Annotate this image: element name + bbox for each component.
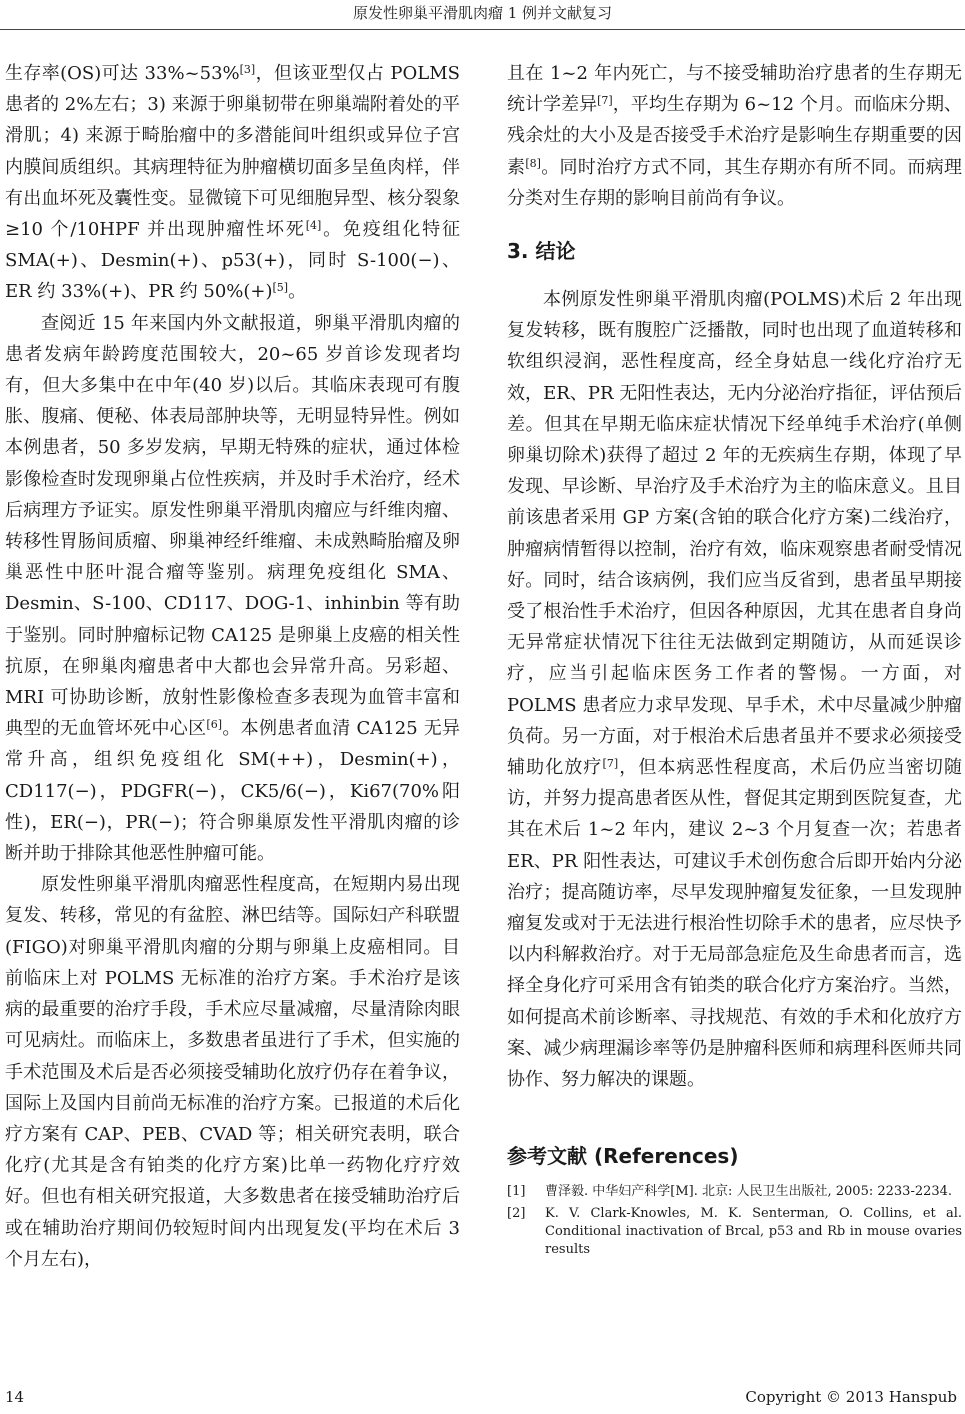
section-heading: 3. 结论 bbox=[507, 239, 576, 264]
reference-item bbox=[507, 1183, 962, 1201]
citation[interactable]: [4] bbox=[305, 219, 322, 233]
references-heading: 参考文献 (References) bbox=[507, 1144, 739, 1169]
citation[interactable]: [5] bbox=[272, 281, 289, 295]
right-column bbox=[507, 58, 962, 1263]
left-paragraph-3: 原发性卵巢平滑肌肉瘤恶性程度高，在短期内易出现复发、转移，常见的有盆腔、淋巴结等。国际妇产科联盟(FIGO)对卵巢平滑肌肉瘤的分期与卵巢上皮癌相同。目前临床上对 POLMS 无标准的治疗方案。手术治疗是该病的最重要的治疗手段，手术应尽量减瘤，尽量清除肉眼可见病灶。而临床上，多数患者虽进行了手术，但实施的手术范围及术后是否必须接受辅助化放疗仍存在着争议，国际上及国内目前尚无标准的治疗方案。已报道的术后化疗方案有 CAP、PEB、CVAD 等；相关研究表明，联合化疗(尤其是含有铂类的化疗方案)比单一药物化疗疗效好。但也有相关研究报道，大多数患者在接受辅助治疗后或在辅助治疗期间仍较短时间内出现复发(平均在术后 3 个月左右)， bbox=[5, 874, 460, 1270]
citation[interactable]: [8] bbox=[525, 156, 541, 170]
reference-text: K. V. Clark-Knowles, M. K. Senterman, O. Collins, et al. Conditional inactivation of Brcal, p53 and Rb in mouse ovaries results bbox=[545, 1206, 962, 1258]
citation[interactable]: [7] bbox=[602, 757, 619, 771]
page-number: 14 bbox=[5, 1388, 25, 1406]
running-header: 原发性卵巢平滑肌肉瘤 1 例并文献复习 bbox=[352, 4, 613, 22]
left-paragraph-2: 查阅近 15 年来国内外文献报道，卵巢平滑肌肉瘤的患者发病年龄跨度范围较大，20~65 岁首诊发现者均有，但大多集中在中年(40 岁)以后。其临床表现可有腹胀、腹痛、便秘、体表局部肿块等，无明显特异性。例如本例患者，50 多岁发病，早期无特殊的症状，通过体检影像检查时发现卵巢占位性疾病，并及时手术治疗，经术后病理方予证实。原发性卵巢平滑肌肉瘤应与纤维肉瘤、转移性胃肠间质瘤、卵巢神经纤维瘤、未成熟畸胎瘤及卵巢恶性中胚叶混合瘤等鉴别。病理免疫组化 SMA、Desmin、S-100、CD117、DOG-1、inhinbin 等有助于鉴别。同时肿瘤标记物 CA125 是卵巢上皮癌的相关性抗原，在卵巢肉瘤患者中大都也会异常升高。另彩超、MRI 可协助诊断，放射性影像检查多表现为血管丰富和典型的无血管坏死中心区[6]。本例患者血清 CA125 无异常升高，组织免疫组化 SM(++)，Desmin(+)，CD117(−)，PDGFR(−)，CK5/6(−)，Ki67(70%阳性)，ER(−)，PR(−)；符合卵巢原发性平滑肌肉瘤的诊断并助于排除其他恶性肿瘤可能。 bbox=[5, 312, 461, 865]
citation[interactable]: [6] bbox=[206, 718, 223, 732]
right-paragraph-1: 且在 1~2 年内死亡，与不接受辅助治疗患者的生存期无统计学差异[7]，平均生存期为 6~12 个月。而临床分期、残余灶的大小及是否接受手术治疗是影响生存期重要的因素[8]。同时治疗方式不同，其生存期亦有所不同。而病理分类对生存期的影响目前尚有争议。 bbox=[507, 63, 963, 209]
right-paragraph-2: 本例原发性卵巢平滑肌肉瘤(POLMS)术后 2 年出现复发转移，既有腹腔广泛播散，同时也出现了血道转移和软组织浸润，恶性程度高，经全身姑息一线化疗治疗无效，ER、PR 无阳性表达，无内分泌治疗指征，评估预后差。但其在早期无临床症状情况下经单纯手术治疗(单侧卵巢切除术)获得了超过 2 年的无疾病生存期，体现了早发现、早诊断、早治疗及手术治疗为主的临床意义。且目前该患者采用 GP 方案(含铂的联合化疗方案)二线治疗，肿瘤病情暂得以控制，治疗有效，临床观察患者耐受情况好。同时，结合该病例，我们应当反省到，患者虽早期接受了根治性手术治疗，但因各种原因，尤其在患者自身尚无异常症状情况下往往无法做到定期随访，从而延误诊疗，应当引起临床医务工作者的警惕。一方面，对 POLMS 患者应力求早发现、早手术，术中尽量减少肿瘤负荷。另一方面，对于根治术后患者虽并不要求必须接受辅助化放疗[7]，但本病恶性程度高，术后仍应当密切随访，并努力提高患者医从性，督促其定期到医院复查，尤其在术后 1~2 年内，建议 2~3 个月复查一次；若患者 ER、PR 阳性表达，可建议手术创伤愈合后即开始内分泌治疗；提高随访率，尽早发现肿瘤复发征象，一旦发现肿瘤复发或对于无法进行根治性切除手术的患者，应尽快予以内科解救治疗。对于无局部急症危及生命患者而言，选择全身化疗可采用含有铂类的联合化疗方案治疗。当然，如何提高术前诊断率、寻找规范、有效的手术和化放疗方案、减少病理漏诊率等仍是肿瘤科医师和病理科医师共同协作、努力解决的课题。 bbox=[507, 289, 963, 1091]
reference-number: [2] bbox=[507, 1206, 526, 1222]
copyright-notice: Copyright © 2013 Hanspub bbox=[745, 1388, 957, 1406]
reference-text: 曹泽毅. 中华妇产科学[M]. 北京: 人民卫生出版社, 2005: 2233-2234. bbox=[545, 1184, 953, 1200]
left-column bbox=[5, 58, 460, 1275]
citation[interactable]: [3] bbox=[239, 63, 256, 76]
header-rule bbox=[0, 29, 965, 30]
left-paragraph-1: 生存率(OS)可达 33%~53%[3]，但该亚型仅占 POLMS 患者的 2%左右；3) 来源于卵巢韧带在卵巢端附着处的平滑肌；4) 来源于畸胎瘤中的多潜能间叶组织或异位子宫内膜间质组织。其病理特征为肿瘤横切面多呈鱼肉样，伴有出血坏死及囊性变。显微镜下可见细胞异型、核分裂象 ≥10 个/10HPF 并出现肿瘤性坏死[4]。免疫组化特征 SMA(+)、Desmin(+)、p53(+)，同时 S-100(−)、ER 约 33%(+)、PR 约 50%(+)[5]。 bbox=[5, 63, 460, 303]
reference-number: [1] bbox=[507, 1184, 526, 1200]
reference-item bbox=[507, 1205, 962, 1259]
citation[interactable]: [7] bbox=[597, 94, 613, 108]
